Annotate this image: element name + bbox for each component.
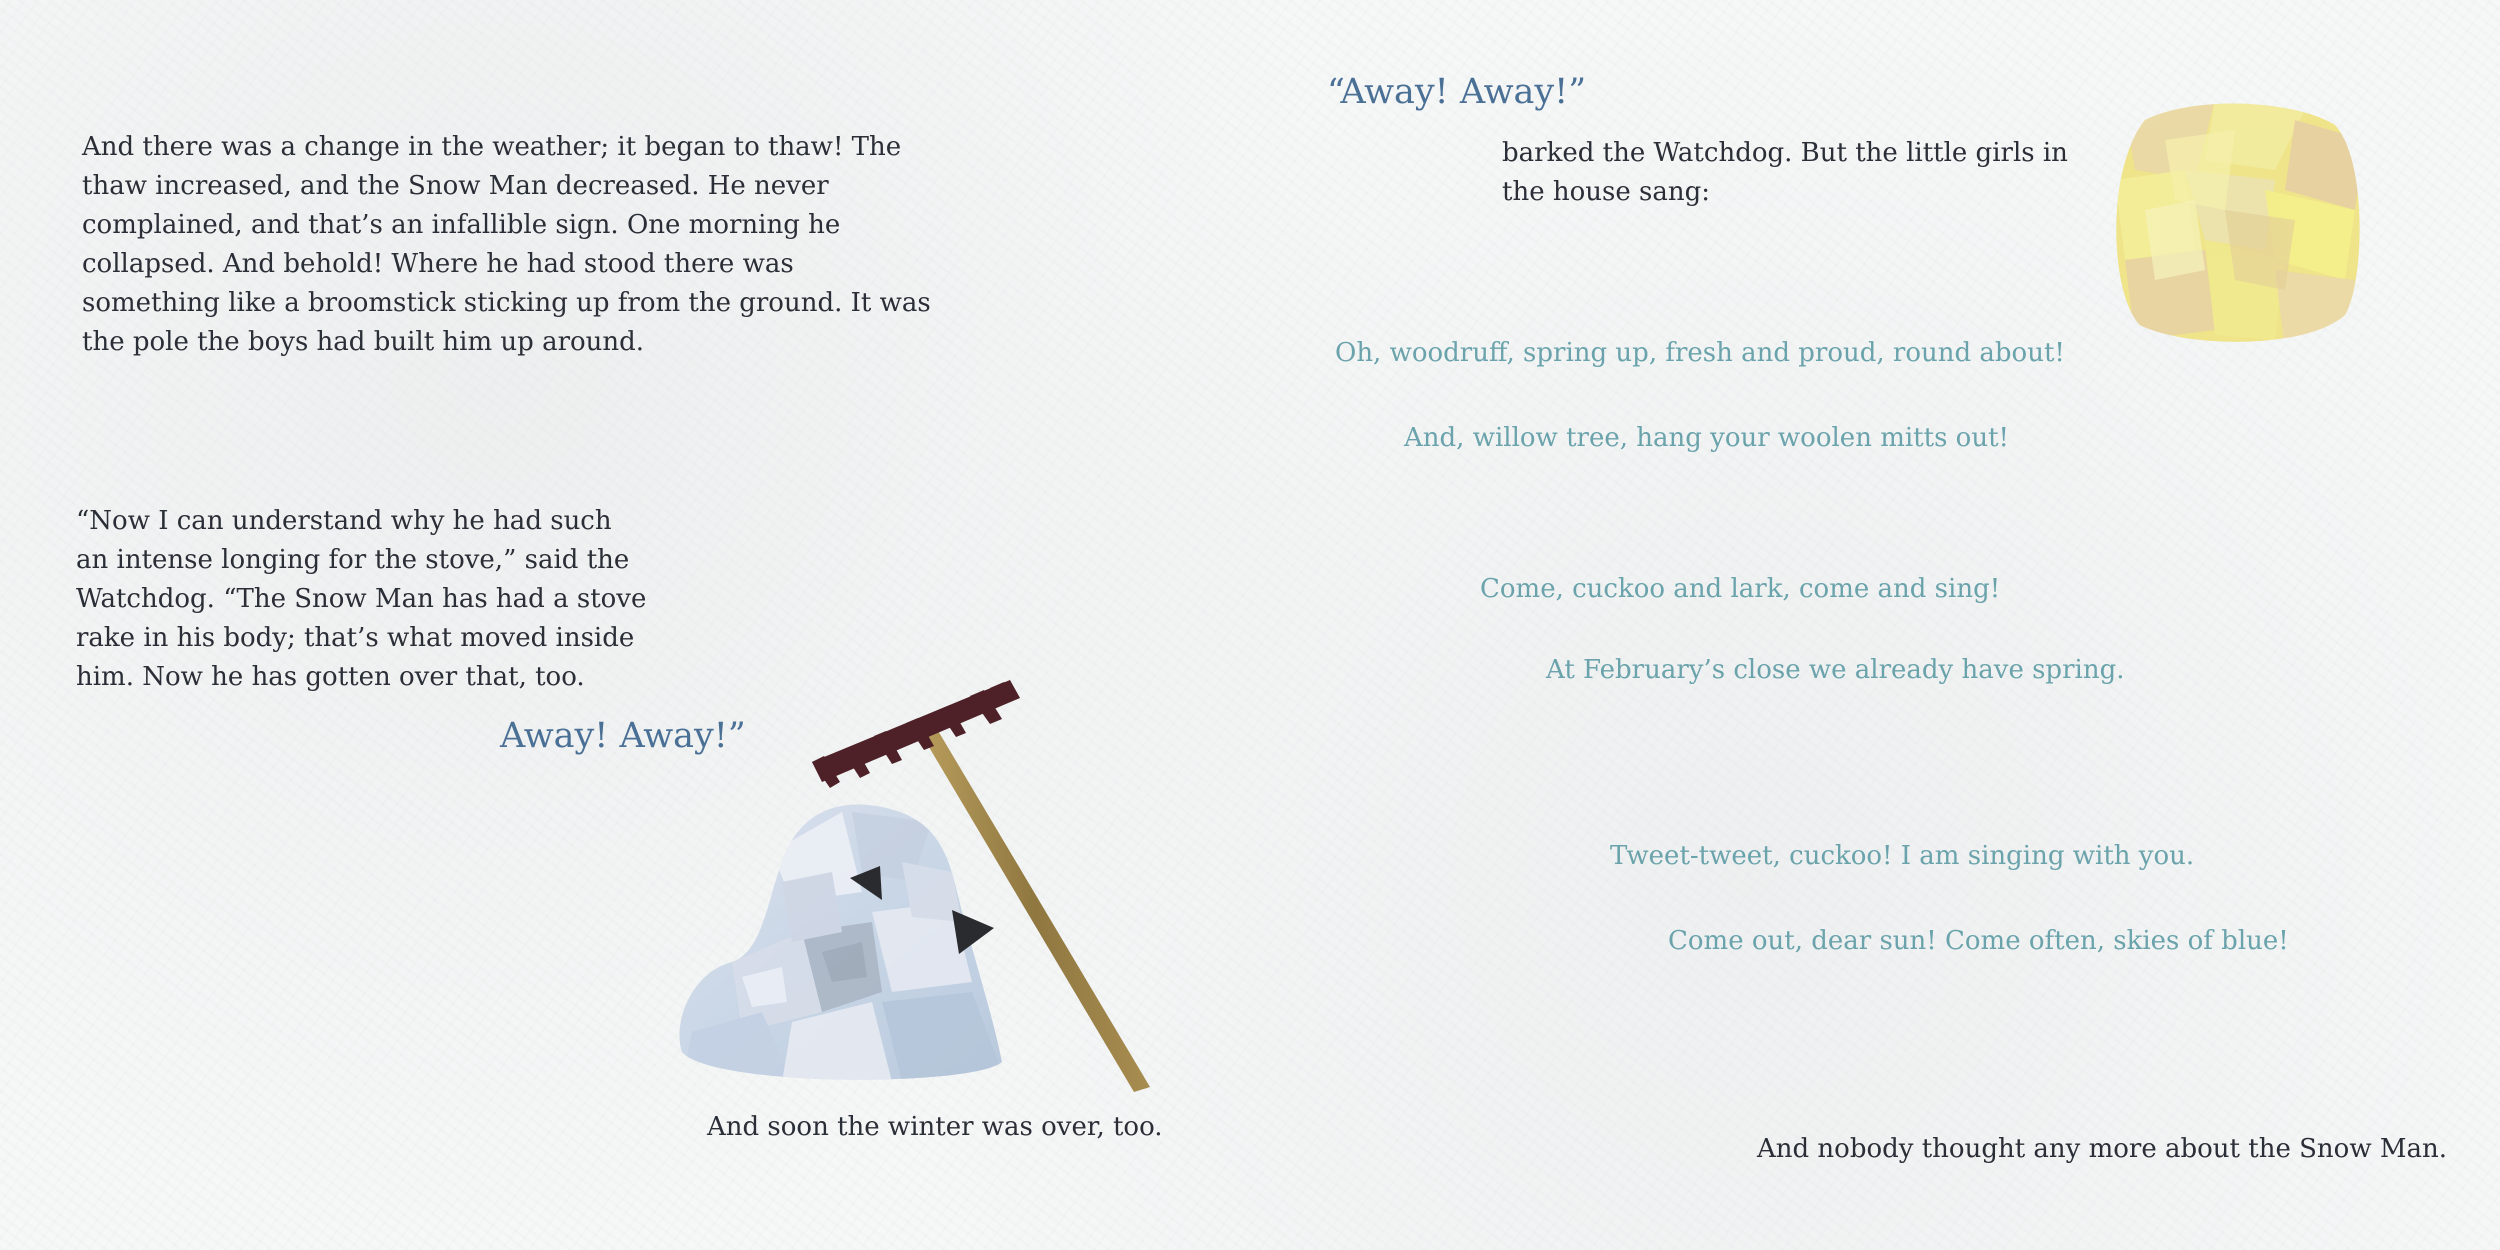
narration-watchdog [1502,134,2068,212]
melted-snowman-illustration [672,632,1032,1092]
caption-winter-over: And soon the winter was over, too. [707,1112,1163,1142]
shout-away-right: “Away! Away!” [1327,72,1587,112]
text-line: the pole the boys had built him up around. [82,327,645,357]
text-line: And there was a change in the weather; it began to thaw! The [82,132,902,162]
text-line: thaw increased, and the Snow Man decreased. He never [82,171,829,201]
song-line: Come, cuckoo and lark, come and sing! [1480,574,2001,604]
text-line: collapsed. And behold! Where he had stood there was [82,249,794,279]
collage-snow-mound-icon [679,804,1002,1082]
text-line: an intense longing for the stove,” said the [76,545,630,575]
song-line: Tweet-tweet, cuckoo! I am singing with you. [1610,841,2195,871]
text-line: rake in his body; that’s what moved inside [76,623,635,653]
song-line: And, willow tree, hang your woolen mitts out! [1404,423,2009,453]
text-line: barked the Watchdog. But the little girls in [1502,138,2068,168]
text-line: complained, and that’s an infallible sign. One morning he [82,210,841,240]
text-line: Watchdog. “The Snow Man has had a stove [76,584,647,614]
text-line: “Now I can understand why he had such [76,506,612,536]
paragraph-watchdog [76,502,646,697]
song-line: Oh, woodruff, spring up, fresh and proud, round about! [1335,338,2065,368]
song-line: At February’s close we already have spring. [1546,655,2125,685]
closing-line: And nobody thought any more about the Snow Man. [1757,1134,2447,1164]
song-line: Come out, dear sun! Come often, skies of blue! [1668,926,2289,956]
right-page [1250,0,2500,1250]
collage-sun-icon [2105,100,2365,350]
paragraph-thaw [82,128,931,362]
text-line: something like a broomstick sticking up from the ground. It was [82,288,931,318]
text-line: the house sang: [1502,177,1710,207]
shout-away-left: Away! Away!” [500,716,746,756]
text-line: him. Now he has gotten over that, too. [76,662,585,692]
